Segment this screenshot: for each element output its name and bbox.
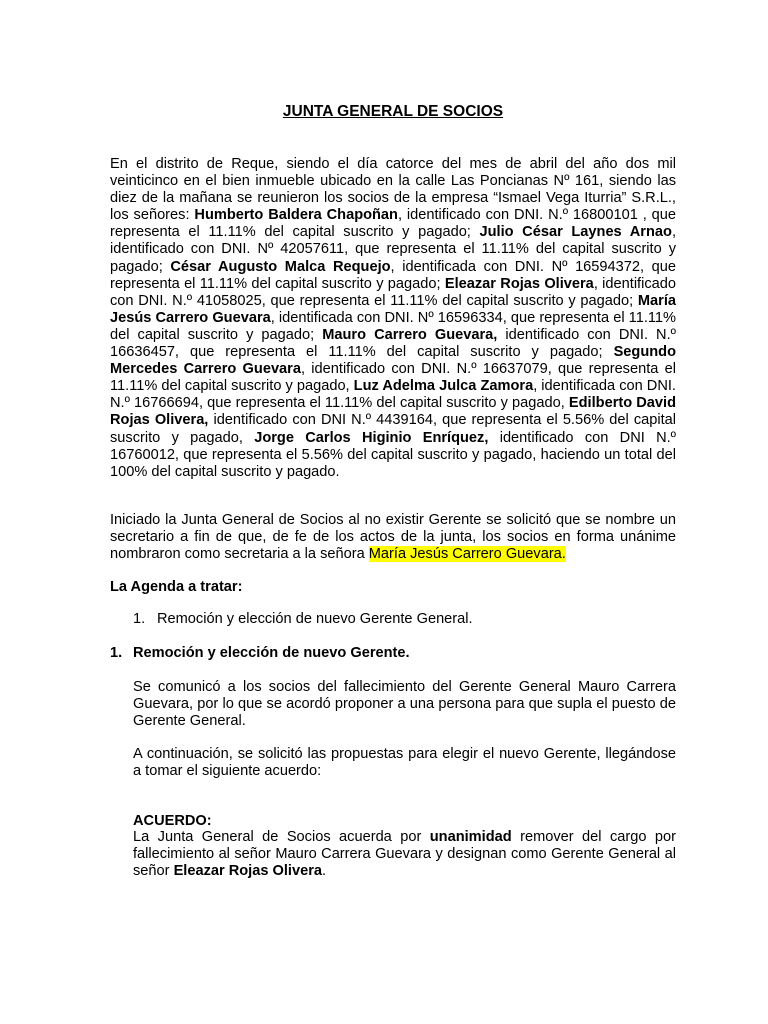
text-span: remover del cargo por fallecimiento al señor Mauro Carrera Guevara y designan como Gerente General al señor	[133, 829, 676, 880]
partner-name: Jorge Carlos Higinio Enríquez,	[254, 429, 489, 446]
text-span: Iniciado la Junta General de Socios al no existir Gerente se solicitó que se nombre un secretario a fin de que, de fe de los actos de la junta, los socios en forma unánime nombraron como secretaria a la señora	[110, 512, 676, 563]
partner-name: Luz Adelma Julca Zamora	[353, 378, 534, 395]
partner-name: Eleazar Rojas Olivera	[444, 275, 594, 292]
list-number: 1.	[133, 611, 146, 627]
secretary-paragraph	[110, 512, 676, 563]
section-title: Remoción y elección de nuevo Gerente.	[133, 645, 410, 661]
agenda-heading: La Agenda a tratar:	[110, 579, 243, 595]
partner-name: Segundo Mercedes Carrero Guevara	[110, 344, 676, 378]
text-span: , identificada con DNI. N.º 16766694, que representa el 11.11% del capital suscrito y pagado,	[110, 378, 676, 412]
bold-text: unanimidad	[429, 829, 512, 845]
attendance-paragraph	[110, 156, 676, 481]
agreement-paragraph	[133, 829, 676, 880]
agenda-list-item	[133, 611, 473, 627]
text-span: , identificado con DNI. N.º 16637079, que representa el 11.11% del capital suscrito y pagado,	[110, 361, 676, 395]
text-span: identificado con DNI N.º 16760012, que representa el 5.56% del capital suscrito y pagado, haciendo un total del 100% del capital suscrito y pagado.	[110, 429, 677, 480]
proposals-paragraph: A continuación, se solicitó las propuestas para elegir el nuevo Gerente, llegándose a tomar el siguiente acuerdo:	[133, 746, 676, 780]
text-span: identificado con DNI N.º 4439164, que representa el 5.56% del capital suscrito y pagado,	[110, 412, 677, 446]
partner-name: Humberto Baldera Chapoñan	[194, 207, 398, 224]
section-number: 1.	[110, 645, 123, 661]
new-manager-name: Eleazar Rojas Olivera	[173, 863, 323, 880]
text-span: identificado con DNI. N.º 16636457, que representa el 11.11% del capital suscrito y pagado;	[110, 326, 676, 361]
document-title: JUNTA GENERAL DE SOCIOS	[282, 103, 504, 120]
text-span: .	[322, 863, 327, 880]
text-span: En el distrito de Reque, siendo el día catorce del mes de abril del año dos mil veinticinco en el bien inmueble ubicado en la calle Las Poncianas Nº 161, siendo las diez de la mañana se reunieron los socios de la empresa “Ismael Vega Iturria” S.R.L., los señores:	[110, 156, 676, 224]
text-span: , identificada con DNI. Nº 16594372, que representa el 11.11% del capital suscrito y pagado;	[110, 258, 677, 292]
manager-death-paragraph: Se comunicó a los socios del fallecimiento del Gerente General Mauro Carrera Guevara, por lo que se acordó proponer a una persona para que supla el puesto de Gerente General.	[133, 679, 676, 730]
partner-name: María Jesús Carrero Guevara	[110, 292, 676, 326]
highlighted-secretary-name: María Jesús Carrero Guevara.	[368, 546, 566, 563]
partner-name: Edilberto David Rojas Olivera,	[110, 395, 676, 429]
partner-name: Mauro Carrero Guevara,	[322, 326, 498, 343]
text-span: , identificado con DNI. N.º 41058025, que representa el 11.11% del capital suscrito y pagado;	[110, 275, 676, 309]
text-span: , identificado con DNI. Nº 42057611, que representa el 11.11% del capital suscrito y pagado;	[110, 224, 676, 275]
text-span: La Junta General de Socios acuerda por	[133, 829, 430, 845]
section-heading	[110, 645, 410, 661]
partner-name: César Augusto Malca Requejo	[170, 258, 391, 275]
partner-name: Julio César Laynes Arnao	[479, 224, 672, 241]
text-span: , identificado con DNI. N.º 16800101 , que representa el 11.11% del capital suscrito y pagado;	[110, 207, 676, 241]
list-item-text: Remoción y elección de nuevo Gerente General.	[157, 611, 473, 627]
text-span: , identificada con DNI. Nº 16596334, que representa el 11.11% del capital suscrito y pagado;	[110, 309, 677, 343]
agreement-heading: ACUERDO:	[133, 813, 212, 829]
